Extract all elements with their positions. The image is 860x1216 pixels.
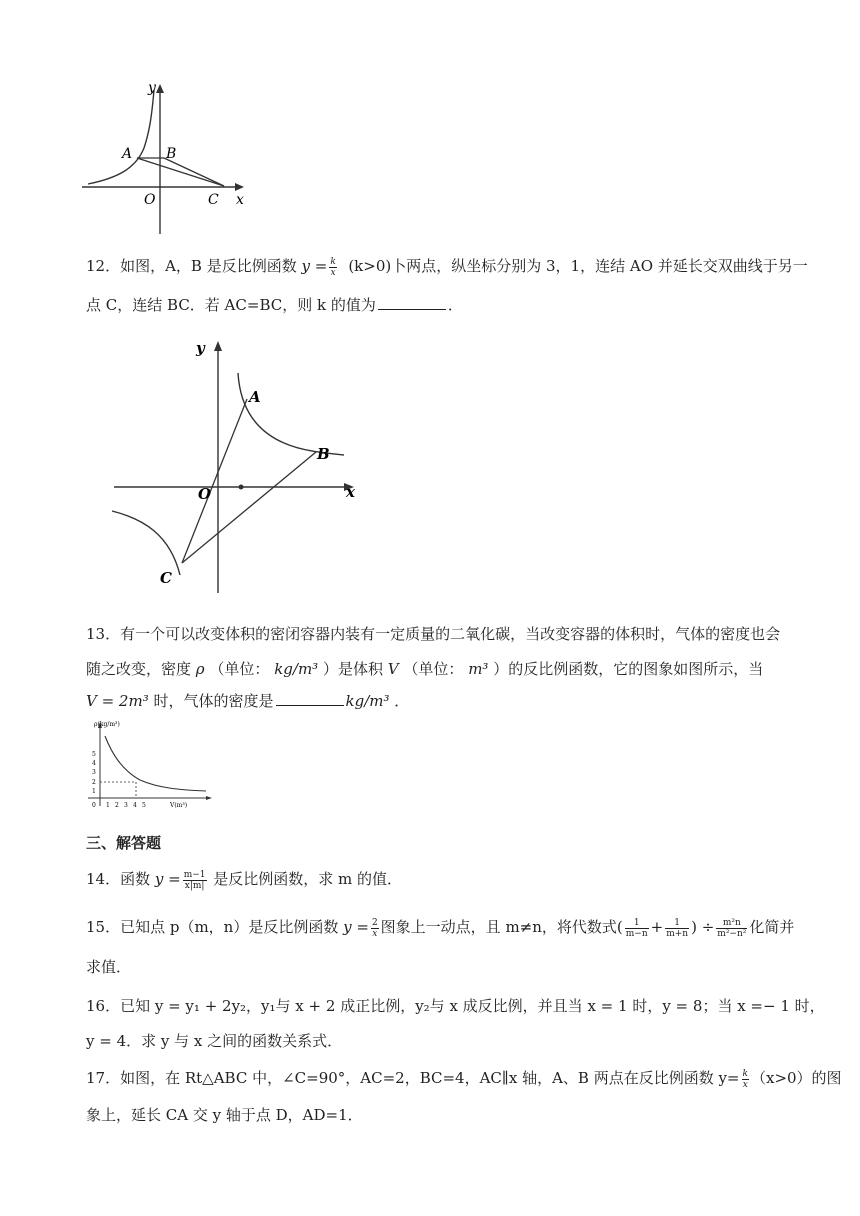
q15-f2-denominator: m+n xyxy=(666,928,689,939)
q15-f1-denominator: m−n xyxy=(625,928,648,939)
q12-line2 xyxy=(86,294,776,316)
hyperbola-branch-2 xyxy=(112,511,180,575)
q15-f3-numerator: m²n xyxy=(716,918,747,929)
xtick-2: 2 xyxy=(115,802,119,809)
q13-unit2: m³ xyxy=(468,660,489,678)
q13-volume-value: V = 2m³ xyxy=(86,692,149,710)
q12-text1: 如图，A，B 是反比例函数 xyxy=(120,257,297,275)
q12-line2-text: 点 C，连结 BC．若 AC=BC，则 k 的值为 xyxy=(86,296,376,314)
q15-text-d: 化简并 xyxy=(749,918,795,936)
line-bc xyxy=(182,452,316,563)
label-b: B xyxy=(166,146,177,162)
figure-q12-graph xyxy=(104,335,369,597)
figure-q13-graph xyxy=(80,718,214,810)
section-heading: 三、解答题 xyxy=(86,834,162,852)
segment-bc xyxy=(164,158,224,186)
q14-lhs: y = xyxy=(154,870,181,888)
x-axis-arrow xyxy=(235,183,244,191)
label-a: A xyxy=(249,388,261,406)
label-o: O xyxy=(198,485,212,503)
q13-text2: ）的反比例函数，它的图象如图所示，当 xyxy=(493,660,764,678)
q15-lhs: y = xyxy=(343,918,369,936)
q15-fraction-func xyxy=(371,918,379,939)
q15-text-a: 15．已知点 p（m，n）是反比例函数 xyxy=(86,918,339,936)
q13-line3 xyxy=(86,690,776,712)
hyperbola-branch-1 xyxy=(238,373,344,455)
label-o: O xyxy=(144,192,156,208)
line-ac xyxy=(182,399,247,563)
q17-frac-numerator: k xyxy=(742,1068,748,1079)
origin-label: 0 xyxy=(92,802,96,809)
label-a: A xyxy=(122,146,133,162)
q13-answer-blank[interactable] xyxy=(276,691,344,706)
q14-line xyxy=(86,868,776,891)
q12-line2-end: ． xyxy=(447,296,463,314)
q15-func-numerator: 2 xyxy=(371,917,378,928)
q12-answer-blank[interactable] xyxy=(378,295,446,310)
q17-frac-denominator: x xyxy=(742,1079,748,1090)
hyperbola-branch xyxy=(88,90,154,184)
q13-answer-unit: kg/m³ xyxy=(345,692,390,710)
axis-point xyxy=(239,485,244,490)
q15-func-denominator: x xyxy=(372,928,378,939)
q12-text2: 卜两点，纵坐标分别为 3，1，连结 AO 并延长交双曲线于另一 xyxy=(391,257,808,275)
q15-line2: 求值． xyxy=(86,958,132,976)
q15-text-b: 图象上一动点，且 m≠n，将代数式( xyxy=(380,918,623,936)
q15-f3-denominator: m²−n² xyxy=(717,928,747,939)
xlabel: V(m³) xyxy=(170,802,188,809)
q17-line2: 象上，延长 CA 交 y 轴于点 D，AD=1． xyxy=(86,1106,363,1124)
density-curve xyxy=(105,736,206,791)
q17-text-a: 17．如图，在 Rt△ABC 中，∠C=90°，AC=2，BC=4，AC∥x 轴，A、B 两点在反比例函数 y= xyxy=(86,1069,740,1087)
v-axis-arrow xyxy=(206,796,212,800)
q15-plus: + xyxy=(650,918,664,936)
q12-line1 xyxy=(86,255,808,278)
ytick-3: 3 xyxy=(92,769,96,776)
q15-fraction-1 xyxy=(625,918,649,939)
q13-question: 时，气体的密度是 xyxy=(153,692,274,710)
label-x: x xyxy=(236,192,244,208)
q12-condition: (k>0) xyxy=(348,257,392,275)
q14-text: 是反比例函数，求 m 的值． xyxy=(213,870,403,888)
q14-frac-denominator: x|m| xyxy=(184,880,205,891)
q13-volume: V xyxy=(387,660,399,678)
xtick-5: 5 xyxy=(142,802,146,809)
label-c: C xyxy=(160,569,172,587)
figure-q11-graph xyxy=(78,78,250,236)
q15-f1-numerator: 1 xyxy=(625,918,649,929)
label-b: B xyxy=(317,445,330,463)
ytick-2: 2 xyxy=(92,779,96,786)
q12-frac-numerator: k xyxy=(330,256,336,267)
ytick-4: 4 xyxy=(92,760,96,767)
y-axis-arrow xyxy=(214,341,222,351)
q15-f2-numerator: 1 xyxy=(665,918,689,929)
ylabel: ρ(kg/m³) xyxy=(94,721,120,728)
label-y: y xyxy=(196,339,205,357)
q16-line1: 16．已知 y = y₁ + 2y₂，y₁与 x + 2 成正比例，y₂与 x 成反比例，并且当 x = 1 时，y = 8；当 x =− 1 时， xyxy=(86,997,825,1015)
q17-line1 xyxy=(86,1067,842,1090)
q14-number: 14．函数 xyxy=(86,870,151,888)
ytick-1: 1 xyxy=(92,788,96,795)
q14-frac-numerator: m−1 xyxy=(183,869,206,880)
q12-number: 12． xyxy=(86,257,121,275)
q12-frac-denominator: x xyxy=(330,267,336,278)
ytick-5: 5 xyxy=(92,751,96,758)
q15-line1 xyxy=(86,916,795,939)
q13-line2 xyxy=(86,658,776,680)
q13-end: ． xyxy=(394,692,410,710)
q15-fraction-2 xyxy=(665,918,689,939)
q13-unit2-open: （单位： xyxy=(403,660,464,678)
xtick-4: 4 xyxy=(133,802,137,809)
q13-rho: ρ xyxy=(195,660,205,678)
q16-line2: y = 4．求 y 与 x 之间的函数关系式． xyxy=(86,1032,343,1050)
q12-fraction xyxy=(329,257,336,278)
q17-text-b: （x>0）的图 xyxy=(750,1069,842,1087)
label-x: x xyxy=(346,483,355,501)
q14-fraction xyxy=(183,870,207,891)
y-axis-arrow xyxy=(156,84,164,93)
q13-unit-open: （单位： xyxy=(209,660,270,678)
q15-text-c: ) ÷ xyxy=(691,918,715,936)
label-c: C xyxy=(208,192,219,208)
xtick-3: 3 xyxy=(124,802,128,809)
q13-line1: 13．有一个可以改变体积的密闭容器内装有一定质量的二氧化碳，当改变容器的体积时，气体的密度也会 xyxy=(86,625,781,643)
q12-func-lhs: y = xyxy=(301,257,328,275)
q13-unit-close: ）是体积 xyxy=(322,660,383,678)
q15-fraction-3 xyxy=(716,918,747,939)
segment-ac xyxy=(137,158,224,186)
xtick-1: 1 xyxy=(106,802,110,809)
q13-text: 随之改变，密度 xyxy=(86,660,192,678)
label-y: y xyxy=(148,80,156,96)
q17-fraction xyxy=(742,1069,749,1090)
q13-unit-rho: kg/m³ xyxy=(274,660,319,678)
